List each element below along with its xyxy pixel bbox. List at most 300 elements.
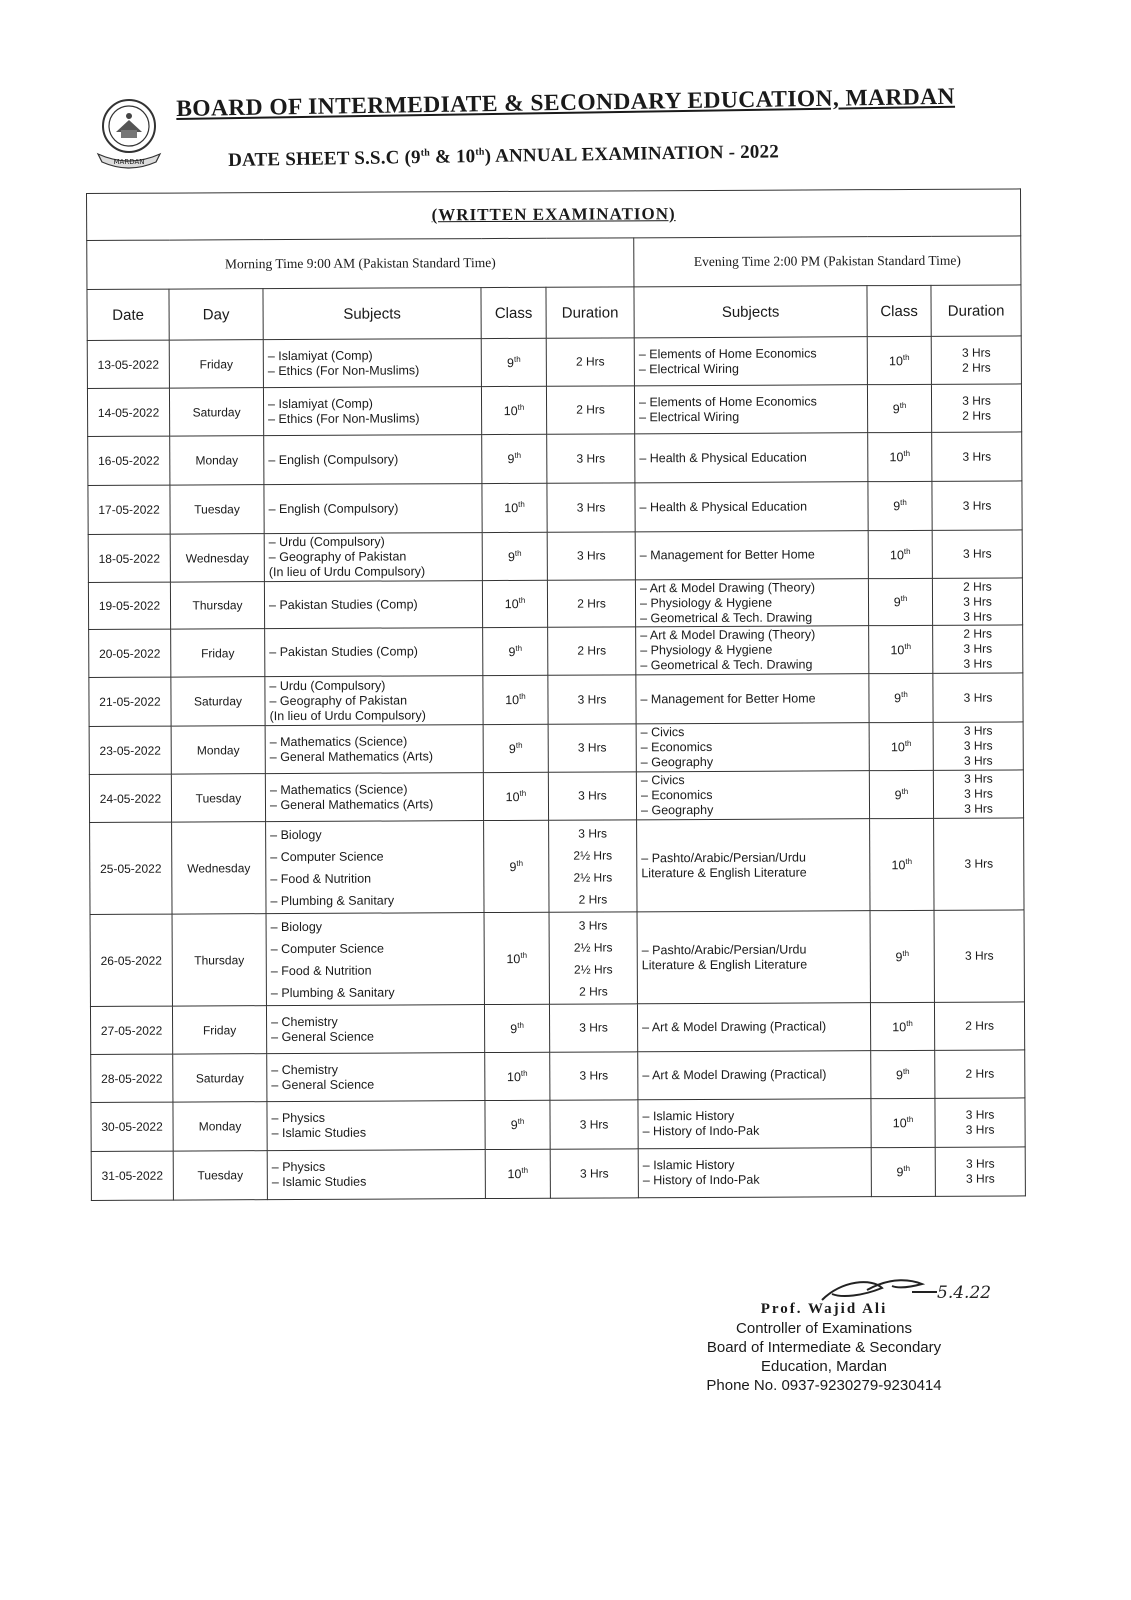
evening-duration-line: 3 Hrs <box>963 656 993 671</box>
morning-class <box>485 1100 550 1149</box>
morning-class <box>482 483 547 532</box>
morning-class-number: 9 <box>509 859 517 875</box>
board-title: BOARD OF INTERMEDIATE & SECONDARY EDUCATION, MARDAN <box>176 83 956 122</box>
evening-class <box>870 818 934 910</box>
evening-subjects <box>635 531 868 580</box>
morning-duration-line: 3 Hrs <box>576 499 606 515</box>
morning-duration-line: 2½ Hrs <box>573 869 613 885</box>
morning-class-number: 10 <box>505 789 520 805</box>
schedule-row <box>89 673 1023 727</box>
morning-duration-line: 2 Hrs <box>576 402 605 417</box>
evening-subjects-line: – Civics <box>640 773 685 788</box>
board-logo-seal <box>94 96 164 172</box>
exam-day: Monday <box>171 726 265 774</box>
evening-class-suffix: th <box>900 594 908 604</box>
evening-duration <box>932 432 1022 481</box>
evening-class-suffix: th <box>899 400 907 410</box>
evening-class-suffix: th <box>902 352 910 362</box>
evening-class-number: 9 <box>895 1068 903 1083</box>
svg-text:5.4.22: 5.4.22 <box>937 1283 992 1303</box>
morning-duration <box>550 1149 638 1198</box>
morning-duration-line: 2 Hrs <box>575 354 605 369</box>
morning-subjects-line: – Chemistry <box>271 1014 338 1029</box>
evening-class <box>870 910 934 1002</box>
exam-day: Tuesday <box>170 485 264 534</box>
morning-class-suffix: th <box>520 1068 528 1078</box>
evening-subjects <box>638 1099 871 1149</box>
morning-duration-line: 3 Hrs <box>578 825 607 841</box>
evening-subjects-line: – History of Indo-Pak <box>642 1172 760 1188</box>
evening-subjects-line: – Geography <box>640 754 714 770</box>
schedule-row <box>88 578 1022 630</box>
header-morning-duration: Duration <box>546 287 634 338</box>
schedule-row <box>91 1147 1025 1201</box>
exam-date: 24-05-2022 <box>89 774 171 822</box>
schedule-row <box>89 625 1023 678</box>
evening-duration <box>931 336 1021 384</box>
morning-class <box>484 1004 549 1052</box>
schedule-row <box>90 910 1025 1007</box>
evening-duration-line: 3 Hrs <box>963 609 992 624</box>
morning-class-suffix: th <box>515 643 523 653</box>
morning-subjects-line: – Islamic Studies <box>271 1174 367 1190</box>
evening-duration-line: 3 Hrs <box>965 1156 995 1171</box>
evening-class-suffix: th <box>900 498 907 508</box>
exam-day: Tuesday <box>173 1151 267 1200</box>
exam-day: Saturday <box>169 388 263 436</box>
evening-subjects-line: Literature & English Literature <box>641 956 808 972</box>
morning-class-number: 10 <box>504 597 519 612</box>
schedule-row <box>90 818 1025 915</box>
schedule-row <box>87 336 1021 389</box>
morning-duration <box>550 1052 638 1100</box>
morning-duration <box>547 483 635 532</box>
exam-date: 30-05-2022 <box>91 1102 173 1151</box>
evening-class-suffix: th <box>902 948 910 958</box>
evening-duration-line: 2 Hrs <box>965 1066 995 1081</box>
morning-class-number: 10 <box>504 501 519 516</box>
evening-duration-line: 2 Hrs <box>962 408 991 423</box>
header-date: Date <box>87 289 169 340</box>
exam-date: 26-05-2022 <box>90 914 172 1006</box>
exam-day: Wednesday <box>172 822 266 914</box>
svg-text:MARDAN: MARDAN <box>113 158 145 166</box>
evening-class-number: 9 <box>894 691 902 706</box>
morning-duration-line: 2 Hrs <box>579 983 608 999</box>
morning-subjects-line: – Food & Nutrition <box>270 963 372 978</box>
morning-class-number: 10 <box>503 403 518 419</box>
header-evening-class: Class <box>867 285 931 336</box>
morning-subjects-line: – Islamic Studies <box>271 1125 367 1141</box>
exam-date: 16-05-2022 <box>88 436 170 485</box>
morning-subjects <box>266 913 484 1006</box>
morning-class-number: 9 <box>510 1118 518 1133</box>
evening-duration <box>935 1147 1025 1196</box>
evening-duration-line: 3 Hrs <box>962 449 992 464</box>
schedule-row <box>89 770 1023 823</box>
evening-duration-line: 3 Hrs <box>964 786 993 801</box>
exam-day: Thursday <box>172 914 266 1006</box>
morning-class-number: 10 <box>506 951 521 967</box>
morning-subjects-line: – Mathematics (Science) <box>269 733 408 749</box>
header-evening-subjects: Subjects <box>634 286 867 338</box>
evening-class <box>868 481 932 530</box>
morning-duration <box>548 627 636 675</box>
exam-date: 31-05-2022 <box>91 1151 173 1200</box>
morning-class <box>485 1052 550 1100</box>
morning-class-number: 9 <box>508 741 516 757</box>
evening-duration-line: 3 Hrs <box>965 1171 995 1186</box>
header-morning-class: Class <box>481 287 546 338</box>
evening-subjects <box>637 1003 870 1052</box>
evening-duration <box>931 384 1021 432</box>
evening-class-number: 10 <box>889 548 904 563</box>
exam-day: Friday <box>172 1006 266 1054</box>
evening-class-suffix: th <box>906 1018 913 1028</box>
evening-subjects <box>634 385 867 434</box>
morning-duration <box>548 772 636 820</box>
date-sheet-table-wrapper <box>86 188 1025 1209</box>
evening-duration-line: 2 Hrs <box>963 579 992 594</box>
exam-day: Tuesday <box>171 774 265 822</box>
exam-date: 23-05-2022 <box>89 726 171 774</box>
evening-duration-line: 3 Hrs <box>963 641 993 656</box>
evening-subjects-line: – Electrical Wiring <box>638 361 739 376</box>
exam-day: Friday <box>169 340 263 388</box>
morning-class <box>485 1149 550 1198</box>
evening-class-suffix: th <box>903 1164 911 1174</box>
morning-class-number: 9 <box>506 355 515 371</box>
morning-duration <box>547 580 635 627</box>
evening-subjects-line: – Islamic History <box>642 1108 735 1124</box>
exam-day: Wednesday <box>170 534 264 582</box>
evening-duration <box>934 1002 1024 1050</box>
morning-subjects <box>265 628 483 677</box>
evening-class <box>867 336 931 384</box>
morning-class-number: 9 <box>507 452 515 467</box>
morning-subjects-line: – Physics <box>271 1110 326 1126</box>
morning-duration-line: 3 Hrs <box>576 548 606 563</box>
evening-class <box>871 1050 935 1098</box>
evening-duration-line: 3 Hrs <box>963 723 993 738</box>
evening-duration-line: 2 Hrs <box>965 1018 994 1033</box>
evening-duration-line: 3 Hrs <box>965 1122 995 1137</box>
morning-class <box>483 627 548 675</box>
morning-duration <box>549 912 637 1004</box>
morning-class-suffix: th <box>517 1020 524 1030</box>
evening-duration <box>935 1098 1025 1147</box>
morning-subjects-line: – Mathematics (Science) <box>269 781 408 797</box>
evening-class-number: 10 <box>889 450 904 465</box>
exam-date: 25-05-2022 <box>90 822 172 914</box>
morning-subjects-line: – General Mathematics (Arts) <box>269 748 434 764</box>
evening-subjects-line: – Physiology & Hygiene <box>640 642 773 658</box>
morning-subjects-line: – English (Compulsory) <box>268 500 399 516</box>
column-header-row <box>87 285 1021 341</box>
morning-class <box>481 338 546 386</box>
morning-session-label: Morning Time 9:00 AM (Pakistan Standard Time) <box>87 238 634 290</box>
morning-subjects <box>267 1101 485 1151</box>
morning-class-suffix: th <box>521 1166 529 1176</box>
morning-class-suffix: th <box>519 692 526 702</box>
morning-duration-line: 3 Hrs <box>576 450 606 466</box>
evening-class-suffix: th <box>901 786 909 796</box>
evening-class-number: 9 <box>892 402 900 417</box>
evening-duration <box>933 673 1023 722</box>
morning-subjects <box>267 1053 485 1102</box>
evening-duration <box>935 1050 1025 1098</box>
morning-subjects <box>265 676 483 726</box>
evening-subjects-line: – Geography <box>640 802 714 818</box>
evening-subjects-line: – Health & Physical Education <box>639 498 808 514</box>
exam-date: 20-05-2022 <box>89 629 171 677</box>
evening-duration-line: 3 Hrs <box>962 498 992 513</box>
evening-subjects <box>636 723 869 772</box>
evening-class-suffix: th <box>903 449 911 459</box>
date-sheet-table <box>86 188 1026 1201</box>
evening-subjects-line: – Civics <box>640 725 685 740</box>
morning-class-suffix: th <box>516 858 524 868</box>
evening-class-number: 10 <box>892 1020 907 1035</box>
evening-subjects-line: – Management for Better Home <box>640 690 816 706</box>
morning-subjects-line: – Islamiyat (Comp) <box>267 348 373 363</box>
evening-subjects-line: – Economics <box>640 787 713 803</box>
evening-class-number: 10 <box>892 1116 907 1131</box>
morning-duration <box>549 1004 637 1052</box>
morning-subjects-line: – Urdu (Compulsory) <box>269 678 386 693</box>
evening-subjects <box>638 1148 871 1198</box>
evening-subjects <box>638 1051 871 1100</box>
morning-class <box>483 724 548 772</box>
schedule-row <box>87 384 1021 437</box>
morning-class-suffix: th <box>520 950 528 960</box>
morning-class <box>484 820 549 912</box>
evening-duration <box>932 578 1022 625</box>
morning-subjects <box>265 773 483 822</box>
written-examination-heading: (WRITTEN EXAMINATION) <box>87 189 1021 241</box>
evening-duration-line: 2 Hrs <box>963 626 993 641</box>
evening-subjects-line: – Geometrical & Tech. Drawing <box>640 657 813 673</box>
morning-subjects <box>264 533 482 582</box>
exam-date: 18-05-2022 <box>88 534 170 582</box>
evening-class-number: 9 <box>895 950 903 965</box>
morning-duration-line: 2 Hrs <box>577 643 607 658</box>
evening-duration-line: 3 Hrs <box>964 948 994 963</box>
evening-class-suffix: th <box>904 641 912 651</box>
evening-class-number: 9 <box>893 595 901 610</box>
morning-subjects-line: – Pakistan Studies (Comp) <box>269 644 418 660</box>
evening-class-number: 9 <box>893 499 901 514</box>
evening-duration-line: 3 Hrs <box>964 856 994 871</box>
morning-subjects-line: – Biology <box>270 827 322 842</box>
exam-date: 21-05-2022 <box>89 677 171 726</box>
morning-duration-line: 3 Hrs <box>579 1165 609 1181</box>
signatory-org-line1: Board of Intermediate & Secondary <box>706 1339 942 1356</box>
evening-class <box>868 432 932 481</box>
morning-class-suffix: th <box>517 402 525 412</box>
morning-subjects <box>265 725 483 774</box>
evening-class <box>869 625 933 673</box>
evening-duration <box>932 530 1022 578</box>
morning-subjects-line: – Ethics (For Non-Muslims) <box>267 362 420 378</box>
morning-class <box>482 580 547 627</box>
evening-class <box>871 1098 935 1147</box>
morning-subjects-line: – Computer Science <box>270 941 384 956</box>
evening-subjects <box>637 911 870 1004</box>
morning-duration <box>547 532 635 580</box>
morning-duration-line: 3 Hrs <box>579 1020 608 1035</box>
morning-subjects-line: – Biology <box>270 919 323 934</box>
signatory-org-line2: Education, Mardan <box>761 1358 887 1375</box>
evening-class-number: 10 <box>891 858 906 873</box>
morning-subjects-line: (In lieu of Urdu Compulsory) <box>268 564 426 580</box>
evening-subjects-line: – History of Indo-Pak <box>642 1123 760 1139</box>
evening-class <box>869 673 933 722</box>
evening-class-suffix: th <box>904 738 912 748</box>
evening-duration <box>933 770 1023 818</box>
morning-subjects-line: – English (Compulsory) <box>268 451 399 467</box>
morning-duration-line: 2½ Hrs <box>573 961 613 977</box>
morning-duration <box>549 820 637 912</box>
evening-duration <box>933 625 1023 673</box>
morning-subjects <box>264 581 482 629</box>
morning-subjects <box>264 435 482 485</box>
evening-subjects <box>636 626 869 675</box>
evening-duration-line: 3 Hrs <box>962 546 992 561</box>
morning-subjects-line: – Islamiyat (Comp) <box>267 396 373 411</box>
evening-subjects-line: – Art & Model Drawing (Practical) <box>642 1019 827 1035</box>
morning-subjects <box>263 387 481 436</box>
morning-subjects <box>266 1005 484 1054</box>
evening-duration <box>934 910 1025 1002</box>
evening-subjects-line: – Islamic History <box>642 1157 735 1173</box>
morning-class-number: 10 <box>505 693 520 708</box>
exam-date: 13-05-2022 <box>87 340 169 388</box>
evening-subjects <box>635 482 868 532</box>
evening-duration-line: 3 Hrs <box>961 345 991 360</box>
morning-subjects-line: – Computer Science <box>270 849 384 864</box>
evening-subjects-line: – Art & Model Drawing (Practical) <box>642 1067 827 1083</box>
morning-class-number: 10 <box>507 1167 522 1182</box>
morning-duration-line: 3 Hrs <box>579 1068 609 1083</box>
morning-duration <box>548 724 636 772</box>
morning-duration <box>548 675 636 724</box>
exam-date: 17-05-2022 <box>88 485 170 534</box>
evening-class-number: 10 <box>890 643 905 658</box>
morning-subjects-line: – Urdu (Compulsory) <box>268 534 385 550</box>
evening-class <box>868 578 932 625</box>
evening-subjects <box>636 771 869 820</box>
evening-class-number: 9 <box>896 1165 904 1180</box>
schedule-row <box>88 530 1022 583</box>
evening-subjects <box>637 819 870 912</box>
morning-class-suffix: th <box>519 788 527 798</box>
morning-duration-line: 3 Hrs <box>578 788 607 803</box>
evening-class <box>871 1147 935 1196</box>
evening-class-suffix: th <box>906 1115 914 1125</box>
morning-class-suffix: th <box>514 548 522 558</box>
evening-class-suffix: th <box>905 856 913 866</box>
exam-day: Monday <box>170 436 264 485</box>
evening-class <box>869 722 933 770</box>
schedule-body <box>87 336 1025 1201</box>
evening-subjects-line: – Management for Better Home <box>639 547 815 563</box>
evening-duration-line: 3 Hrs <box>962 393 991 408</box>
morning-subjects-line: – General Science <box>271 1029 375 1044</box>
evening-duration <box>932 481 1022 530</box>
morning-class <box>484 912 549 1004</box>
morning-class <box>483 675 548 724</box>
morning-subjects-line: – Pakistan Studies (Comp) <box>268 596 418 612</box>
evening-class-number: 10 <box>890 740 905 755</box>
evening-session-label: Evening Time 2:00 PM (Pakistan Standard Time) <box>634 236 1021 287</box>
morning-subjects-line: – Chemistry <box>271 1062 339 1077</box>
evening-subjects-line: – Health & Physical Education <box>639 449 807 465</box>
evening-subjects-line: – Pashto/Arabic/Persian/Urdu <box>641 849 806 865</box>
morning-duration-line: 2 Hrs <box>578 891 608 907</box>
evening-duration-line: 3 Hrs <box>964 801 993 816</box>
morning-subjects <box>266 821 484 914</box>
evening-subjects-line: – Physiology & Hygiene <box>639 595 773 610</box>
evening-subjects-line: – Geometrical & Tech. Drawing <box>640 609 813 625</box>
morning-subjects-line: – Geography of Pakistan <box>268 549 407 565</box>
evening-class-suffix: th <box>903 546 911 556</box>
morning-subjects-line: – Plumbing & Sanitary <box>270 893 395 908</box>
evening-subjects-line: – Elements of Home Economics <box>638 393 817 409</box>
morning-duration-line: 3 Hrs <box>577 740 607 755</box>
evening-subjects <box>634 337 867 386</box>
exam-date: 27-05-2022 <box>90 1006 172 1054</box>
signatory-designation: Controller of Examinations <box>736 1320 912 1337</box>
exam-day: Friday <box>171 629 265 677</box>
evening-class <box>869 770 933 818</box>
morning-class <box>482 532 547 580</box>
morning-subjects-line: – Geography of Pakistan <box>269 692 408 708</box>
evening-class-number: 9 <box>894 788 902 803</box>
morning-subjects <box>267 1150 485 1200</box>
morning-subjects-line: (In lieu of Urdu Compulsory) <box>269 707 426 723</box>
morning-duration <box>546 386 634 434</box>
morning-class-suffix: th <box>515 740 523 750</box>
morning-subjects-line: – Physics <box>271 1159 326 1175</box>
morning-class <box>482 434 547 483</box>
schedule-row <box>90 1002 1024 1055</box>
header-morning-subjects: Subjects <box>263 288 481 340</box>
evening-subjects-line: – Economics <box>640 739 713 755</box>
evening-class-suffix: th <box>902 1066 910 1076</box>
morning-duration-line: 2½ Hrs <box>573 847 613 863</box>
morning-duration <box>547 434 635 483</box>
evening-subjects <box>635 579 868 627</box>
signatory-block <box>690 1300 958 1395</box>
evening-class-number: 10 <box>889 354 903 369</box>
morning-duration-line: 2 Hrs <box>577 595 606 611</box>
morning-duration-line: 3 Hrs <box>578 917 608 933</box>
morning-subjects-line: – Plumbing & Sanitary <box>270 985 395 1000</box>
morning-duration-line: 3 Hrs <box>579 1116 609 1132</box>
date-sheet-title: DATE SHEET S.S.C (9th & 10th) ANNUAL EXAMINATION - 2022 <box>228 141 780 171</box>
signatory-phone: Phone No. 0937-9230279-9230414 <box>706 1377 942 1394</box>
evening-class <box>870 1002 934 1050</box>
evening-duration-line: 3 Hrs <box>964 771 993 786</box>
schedule-row <box>91 1098 1025 1152</box>
evening-subjects-line: – Pashto/Arabic/Persian/Urdu <box>641 941 807 957</box>
morning-duration <box>550 1100 638 1149</box>
morning-subjects-line: – General Science <box>271 1077 375 1092</box>
morning-class-suffix: th <box>517 1117 525 1127</box>
evening-duration-line: 3 Hrs <box>963 753 993 768</box>
evening-duration-line: 3 Hrs <box>963 594 992 609</box>
